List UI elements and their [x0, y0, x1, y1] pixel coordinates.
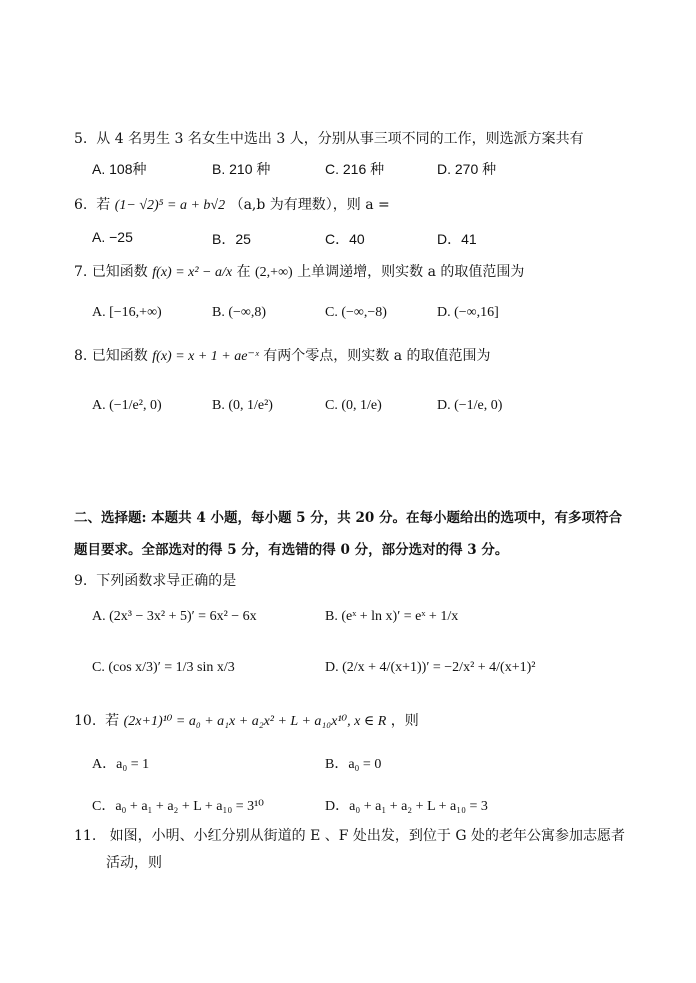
- option-c: C．40: [325, 231, 365, 247]
- option-c: C. (cos x/3)′ = 1/3 sin x/3: [92, 660, 235, 675]
- question-number: 6.: [74, 197, 88, 213]
- question-7-stem: [74, 262, 524, 283]
- question-5-stem: [74, 129, 584, 149]
- math-interval: (2,+∞): [255, 265, 293, 280]
- question-text: 下列函数求导正确的是: [96, 573, 237, 589]
- question-8-stem: [74, 346, 491, 367]
- option-c: C. 216 种: [325, 161, 385, 177]
- question-text: 有两个零点，则实数 a 的取值范围为: [263, 348, 491, 364]
- question-11-stem: [74, 826, 625, 846]
- option-b: B. (−∞,8): [212, 305, 267, 320]
- question-6-stem: [74, 195, 390, 216]
- option-d: D. 270 种: [437, 161, 497, 177]
- question-number: 11.: [74, 828, 97, 844]
- question-text: 已知函数: [91, 264, 148, 280]
- question-text: 若: [96, 197, 111, 213]
- option-a: A. (−1/e², 0): [92, 398, 162, 413]
- option-d: D. (2/x + 4/(x+1))′ = −2/x² + 4/(x+1)²: [325, 660, 536, 675]
- option-a: A. [−16,+∞): [92, 305, 162, 320]
- question-9-stem: [74, 571, 236, 591]
- math-expression: f(x) = x² − a/x: [152, 265, 233, 280]
- question-number: 9.: [74, 573, 88, 589]
- question-text: ，则: [390, 713, 419, 729]
- option-a: A. (2x³ − 3x² + 5)′ = 6x² − 6x: [92, 609, 257, 624]
- option-c: C. (−∞,−8): [325, 305, 387, 320]
- option-d: D．41: [437, 231, 477, 247]
- question-11-stem-cont: 活动，则: [106, 855, 162, 871]
- question-text: 从 4 名男生 3 名女生中选出 3 人，分别从事三项不同的工作，则选派方案共有: [96, 131, 584, 147]
- option-c: C. (0, 1/e): [325, 398, 382, 413]
- option-b: B．25: [212, 231, 251, 247]
- question-number: 8.: [74, 348, 88, 364]
- option-d: D．a₀ + a₁ + a₂ + L + a₁₀ = 3: [325, 799, 488, 814]
- question-text: 已知函数: [91, 348, 148, 364]
- question-text: 在: [236, 264, 251, 280]
- question-text: 上单调递增，则实数 a 的取值范围为: [297, 264, 525, 280]
- option-b: B. (0, 1/e²): [212, 398, 273, 413]
- math-expression: f(x) = x + 1 + ae⁻ˣ: [152, 349, 259, 364]
- option-d: D. (−1/e, 0): [437, 398, 503, 413]
- math-expression: (1− √2)⁵ = a + b√2: [114, 198, 226, 213]
- question-text: （a,b 为有理数），则 a =: [229, 197, 390, 213]
- option-a: A. −25: [92, 229, 133, 245]
- question-10-stem: [74, 711, 419, 732]
- option-b: B. 210 种: [212, 161, 271, 177]
- option-b: B．a₀ = 0: [325, 757, 382, 772]
- question-text: 若: [105, 713, 120, 729]
- question-number: 5.: [74, 131, 88, 147]
- question-text: 如图，小明、小红分别从街道的 E 、F 处出发，到位于 G 处的老年公寓参加志愿者: [109, 828, 625, 844]
- question-number: 10.: [74, 713, 97, 729]
- option-c: C．a₀ + a₁ + a₂ + L + a₁₀ = 3¹⁰: [92, 799, 264, 814]
- option-b: B. (eˣ + ln x)′ = eˣ + 1/x: [325, 609, 459, 624]
- section-2-heading-cont: 题目要求。全部选对的得 5 分，有选错的得 0 分，部分选对的得 3 分。: [74, 542, 509, 558]
- section-2-heading: 二、选择题: 本题共 4 小题，每小题 5 分，共 20 分。在每小题给出的选项中，有多项符合: [74, 510, 622, 526]
- option-d: D. (−∞,16]: [437, 305, 499, 320]
- option-a: A．a₀ = 1: [92, 757, 150, 772]
- option-a: A. 108种: [92, 161, 147, 177]
- math-expression: (2x+1)¹⁰ = a₀ + a₁x + a₂x² + L + a₁₀x¹⁰, x ∈ R: [123, 714, 387, 729]
- question-number: 7.: [74, 264, 88, 280]
